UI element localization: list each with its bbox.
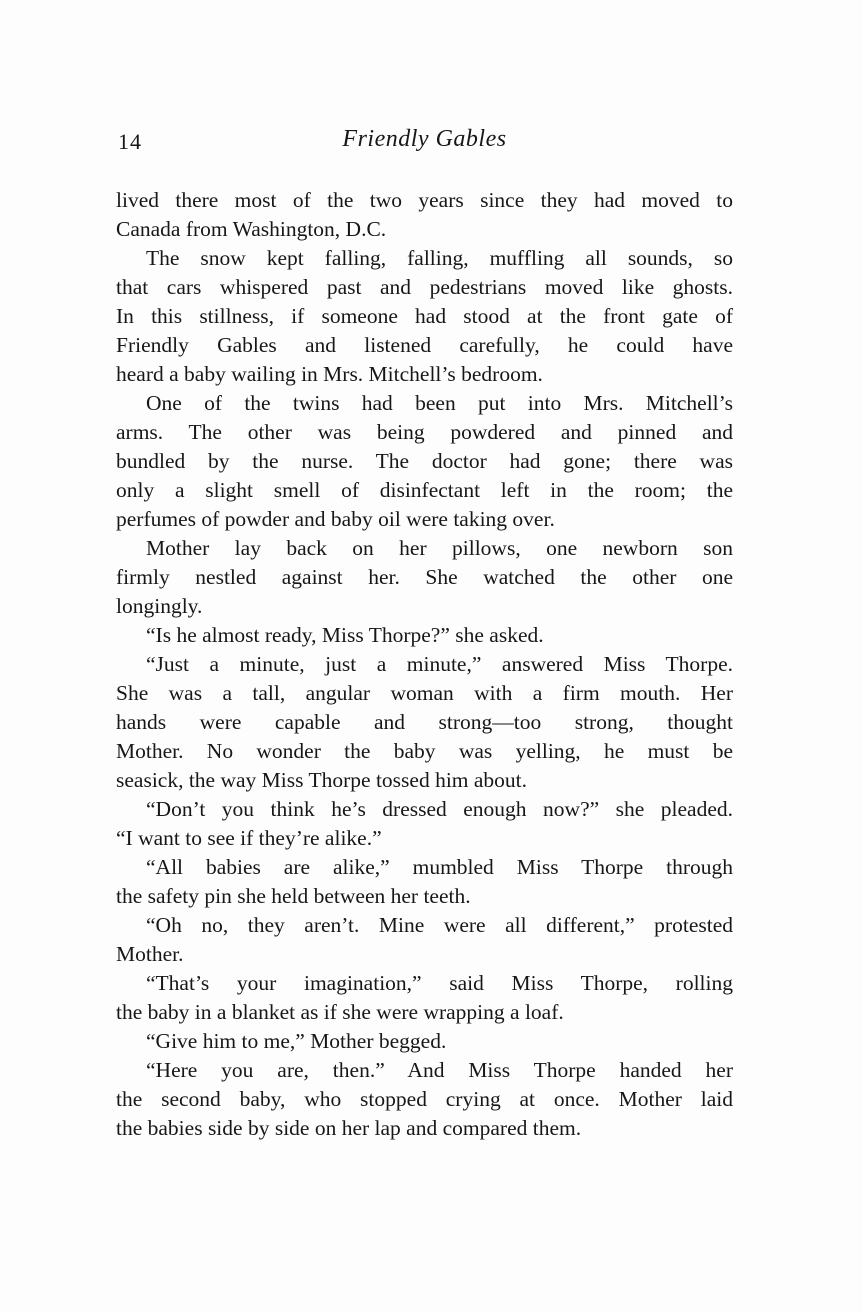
- text-line: seasick, the way Miss Thorpe tossed him about.: [116, 768, 528, 792]
- paragraph: [116, 969, 733, 1027]
- paragraph: [116, 534, 733, 621]
- text-line: In this stillness, if someone had stood at the front gate of: [116, 304, 733, 328]
- paragraph: [116, 389, 733, 534]
- text-line: “Don’t you think he’s dressed enough now?” she pleaded.: [146, 797, 733, 821]
- text-line: Mother. No wonder the baby was yelling, he must be: [116, 739, 733, 763]
- text-line: only a slight smell of disinfectant left in the room; the: [116, 478, 733, 502]
- text-line: arms. The other was being powdered and pinned and: [116, 420, 733, 444]
- text-line: that cars whispered past and pedestrians moved like ghosts.: [116, 275, 733, 299]
- text-line: She was a tall, angular woman with a firm mouth. Her: [116, 681, 733, 705]
- text-line: heard a baby wailing in Mrs. Mitchell’s bedroom.: [116, 362, 543, 386]
- text-line: lived there most of the two years since they had moved to: [116, 188, 733, 212]
- paragraph: [116, 795, 733, 853]
- paragraph: [116, 650, 733, 795]
- paragraph: [116, 1056, 733, 1143]
- text-line: “Here you are, then.” And Miss Thorpe handed her: [146, 1058, 733, 1082]
- running-header-title: Friendly Gables: [342, 126, 507, 152]
- text-line: “That’s your imagination,” said Miss Thorpe, rolling: [146, 971, 733, 995]
- text-line: “Oh no, they aren’t. Mine were all different,” protested: [146, 913, 733, 937]
- paragraph: [116, 853, 733, 911]
- text-line: One of the twins had been put into Mrs. Mitchell’s: [146, 391, 733, 415]
- text-line: the second baby, who stopped crying at once. Mother laid: [116, 1087, 733, 1111]
- text-line: Mother lay back on her pillows, one newborn son: [146, 536, 733, 560]
- text-block: [116, 126, 733, 1143]
- text-line: longingly.: [116, 594, 203, 618]
- text-line: “Is he almost ready, Miss Thorpe?” she asked.: [146, 623, 544, 647]
- text-line: the babies side by side on her lap and compared them.: [116, 1116, 582, 1140]
- text-line: perfumes of powder and baby oil were taking over.: [116, 507, 555, 531]
- paragraph: [116, 1027, 733, 1056]
- page-number: 14: [118, 129, 142, 154]
- running-header: [116, 126, 733, 156]
- body-text: [116, 186, 733, 1143]
- paragraph: [116, 911, 733, 969]
- paragraph: [116, 186, 733, 244]
- text-line: the safety pin she held between her teeth.: [116, 884, 471, 908]
- text-line: “Give him to me,” Mother begged.: [146, 1029, 447, 1053]
- text-line: “All babies are alike,” mumbled Miss Thorpe through: [146, 855, 733, 879]
- text-line: The snow kept falling, falling, muffling all sounds, so: [146, 246, 733, 270]
- paragraph: [116, 244, 733, 389]
- text-line: firmly nestled against her. She watched the other one: [116, 565, 733, 589]
- text-line: Friendly Gables and listened carefully, he could have: [116, 333, 733, 357]
- paragraph: [116, 621, 733, 650]
- text-line: Mother.: [116, 942, 184, 966]
- text-line: the baby in a blanket as if she were wrapping a loaf.: [116, 1000, 564, 1024]
- text-line: Canada from Washington, D.C.: [116, 217, 387, 241]
- text-line: “Just a minute, just a minute,” answered Miss Thorpe.: [146, 652, 733, 676]
- text-line: hands were capable and strong—too strong, thought: [116, 710, 733, 734]
- text-line: bundled by the nurse. The doctor had gone; there was: [116, 449, 733, 473]
- text-line: “I want to see if they’re alike.”: [116, 826, 382, 850]
